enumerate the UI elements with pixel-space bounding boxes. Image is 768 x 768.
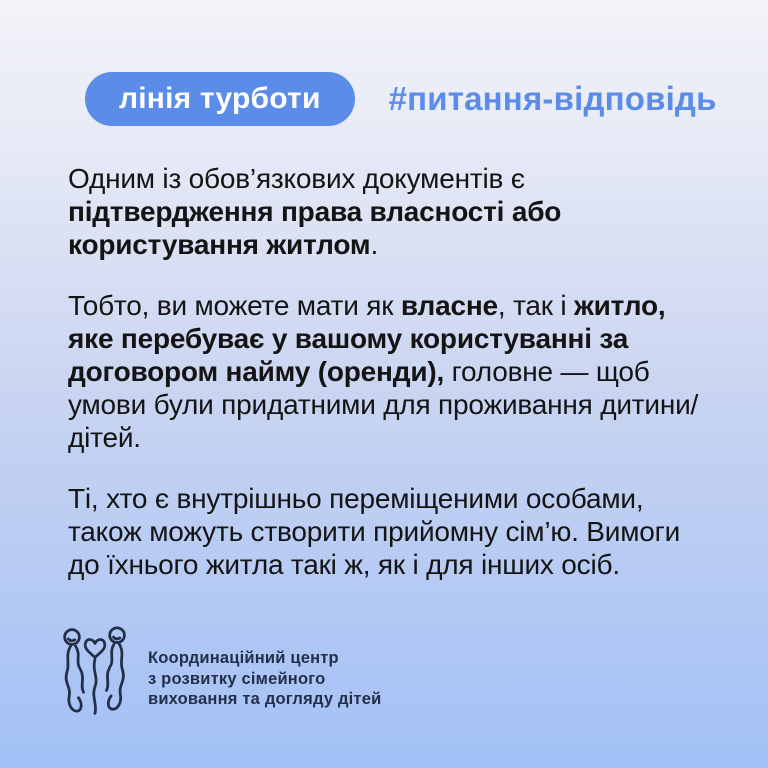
text-segment: Одним із обов’язкових документів є: [68, 163, 525, 194]
text-segment: .: [370, 229, 379, 260]
family-heart-logo-icon: [58, 626, 132, 718]
care-line-pill-label: лінія турботи: [119, 82, 321, 115]
org-name: [148, 648, 381, 710]
text-segment: Тобто, ви можете мати як: [68, 290, 401, 321]
paragraph-idp-note: [68, 482, 710, 581]
text-segment: головне — щоб умови були придатними для проживання дитини/дітей.: [68, 356, 699, 453]
text-segment: , так і: [497, 290, 574, 321]
org-name-line-2: з розвитку сімейного: [148, 669, 326, 688]
org-name-line-1: Координаційний центр: [148, 649, 339, 667]
org-name-line-3: виховання та догляду дітей: [148, 690, 382, 708]
bold-text-segment: підтвердження права власності або користування житлом: [68, 196, 562, 260]
paragraph-documents: [68, 162, 710, 261]
body-text: [68, 162, 710, 609]
text-segment: Ті, хто є внутрішньо переміщеними особами, також можуть створити прийомну сім’ю. Вимоги до їхнього житла такі ж, як і для інших осіб.: [68, 483, 681, 580]
bold-text-segment: власне: [400, 290, 498, 321]
bold-text-segment: житло, яке перебуває у вашому користуванні за договором найму (оренди),: [68, 290, 666, 387]
header-row: [85, 72, 728, 126]
hashtag-label: #питання-відповідь: [388, 80, 717, 117]
paragraph-housing-types: [68, 289, 710, 454]
footer: [58, 626, 381, 718]
care-line-pill-badge: [85, 72, 355, 126]
